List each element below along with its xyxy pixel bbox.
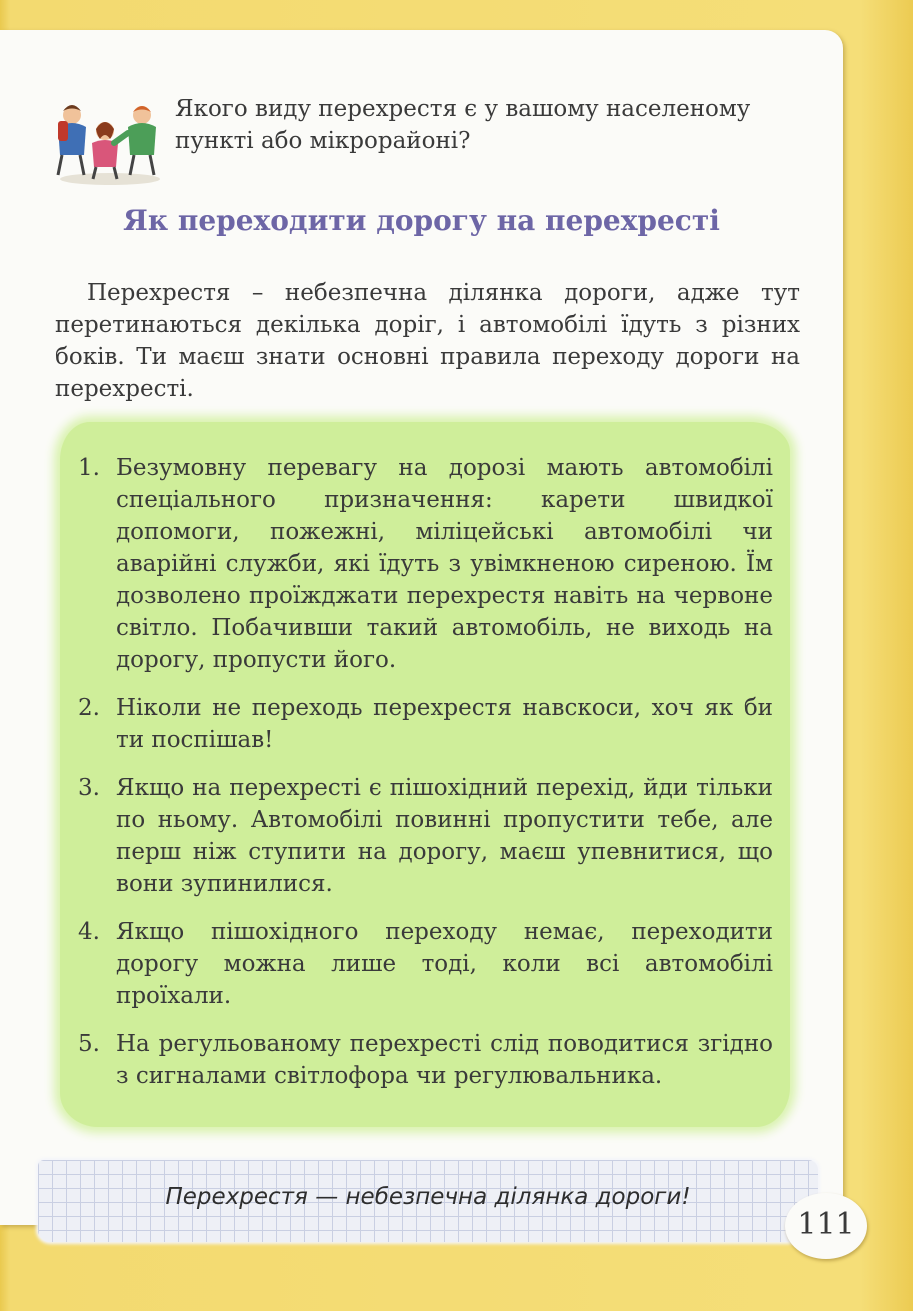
rule-number: 2.: [78, 695, 100, 721]
rule-number: 4.: [78, 919, 100, 945]
textbook-page: [0, 30, 843, 1225]
rule-text: Ніколи не переходь перехрестя навскоси, хоч як би ти поспішав!: [116, 695, 773, 753]
page-number: 111: [797, 1207, 855, 1242]
rule-item: [78, 916, 773, 1012]
rule-number: 5.: [78, 1031, 100, 1057]
rule-item: [78, 692, 773, 756]
rule-text: На регульованому перехресті слід поводитися згідно з сигналами світлофора чи регулювальника.: [116, 1031, 773, 1089]
section-title: Як переходити дорогу на перехресті: [123, 204, 720, 237]
rules-list: [78, 452, 773, 1108]
intro-paragraph: Перехрестя – небезпечна ділянка дороги, адже тут перетинаються декілька доріг, і автомобілі їдуть з різних боків. Ти маєш знати основні правила переходу дороги на перехресті.: [55, 280, 800, 402]
slogan-banner: [38, 1160, 818, 1242]
rule-text: Безумовну перевагу на дорозі мають автомобілі спеціального призначення: карети швидкої допомоги, пожежні, міліцейські автомобілі чи аварійні служби, які їдуть з увімкненою сиреною. Їм дозволено проїжджати перехрестя навіть на червоне світло. Побачивши такий автомобіль, не виходь на дорогу, пропусти його.: [116, 455, 773, 673]
rule-item: [78, 772, 773, 900]
question-text: Якого виду перехрестя є у вашому населеному пункті або мікрорайоні?: [175, 96, 751, 154]
rule-number: 1.: [78, 455, 100, 481]
rule-text: Якщо пішохідного переходу немає, переходити дорогу можна лише тоді, коли всі автомобілі проїхали.: [116, 919, 773, 1009]
rule-number: 3.: [78, 775, 100, 801]
rule-text: Якщо на перехресті є пішохідний перехід, йди тільки по ньому. Автомобілі повинні пропустити тебе, але перш ніж ступити на дорогу, маєш упевнитися, що вони зупинилися.: [116, 775, 773, 897]
rule-item: [78, 452, 773, 676]
rules-box: [60, 422, 790, 1127]
children-talking-illustration: [50, 93, 165, 188]
page-number-badge: [785, 1193, 867, 1259]
rule-item: [78, 1028, 773, 1092]
slogan-text: Перехрестя — небезпечна ділянка дороги!: [165, 1184, 691, 1210]
question-block: [50, 93, 810, 193]
